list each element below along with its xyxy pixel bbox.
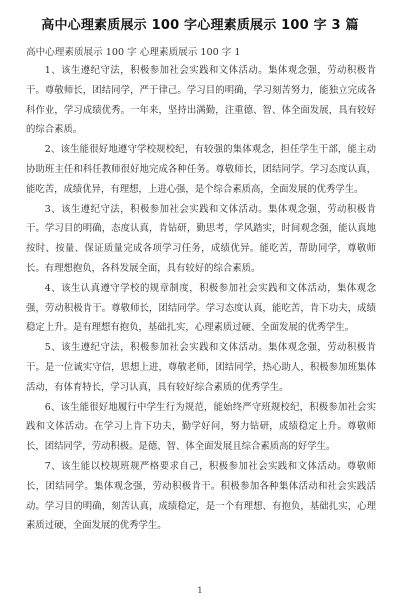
paragraph-1: 1、该生遵纪守法，积极参加社会实践和文体活动。集体观念强，劳动积极肯干。尊敬师长，团结同学，严于律己。学习目的明确，学习刻苦努力，能独立完成各科作业，学习成绩优秀。一年来，坚持出满勤，注重德、智、体全面发展，具有较好的综合素质。 (26, 65, 376, 136)
paragraph-7: 7、该生能以校规班规严格要求自己，积极参加社会实践和文体活动。尊敬师长，团结同学。集体观念强，劳动积极肯干。积极参加各种集体活动和社会实践活动。学习目的明确，刻苦认真，成绩稳定，是一个有理想、有抱负，基础扎实，心理素质过硬，全面发展的优秀学生。 (26, 460, 376, 532)
paragraph-3: 3、该生遵纪守法，积极参加社会实践和文体活动。集体观念强，劳动积极肯干。学习目的明确，态度认真，肯钻研，勤思考，学风踏实，时间观念强，能认真地按时、按量、保证质量完成各项学习任务，成绩优异。能吃苦，帮助同学，尊敬师长。有理想抱负，各科发展全面，具有较好的综合素质。 (26, 203, 376, 274)
page-title: 高中心理素质展示 100 字心理素质展示 100 字 3 篇 (41, 18, 359, 33)
paragraph-5: 5、该生遵纪守法，积极参加社会实践和文体活动。集体观念强，劳动积极肯干。是一位诚实守信，思想上进，尊敬老师，团结同学，热心助人，积极参加班集体活动，有体育特长，学习认真，具有较好综合素质的优秀学生。 (26, 342, 376, 393)
page-number: 1 (197, 586, 203, 596)
paragraph-2: 2、该生能很好地遵守学校规校纪，有较强的集体观念，担任学生干部，能主动协助班主任和科任教师很好地完成各种任务。尊敬师长，团结同学。学习态度认真，能吃苦，成绩优异，有理想，上进心强，是个综合素质高，全面发展的优秀学生。 (26, 144, 376, 195)
paragraph-4: 4、该生认真遵守学校的规章制度，积极参加社会实践和文体活动，集体观念强，劳动积极肯干。尊敬师长，团结同学。学习态度认真，能吃苦，肯下功夫，成绩稳定上升。是有理想有抱负，基础扎实，心理素质过硬、全面发展的优秀学生。 (26, 282, 376, 334)
document-body (26, 61, 376, 536)
paragraph-6: 6、该生能很好地履行中学生行为规范，能始终严守班规校纪，积极参加社会实践和文体活动。在学习上肯下功夫，勤学好问，努力钻研，成绩稳定上升。尊敬师长，团结同学，劳动积极。是德、智、体全面发展且综合素质高的好学生。 (26, 401, 376, 453)
section-subtitle: 高中心理素质展示 100 字 心理素质展示 100 字 1 (26, 47, 241, 58)
